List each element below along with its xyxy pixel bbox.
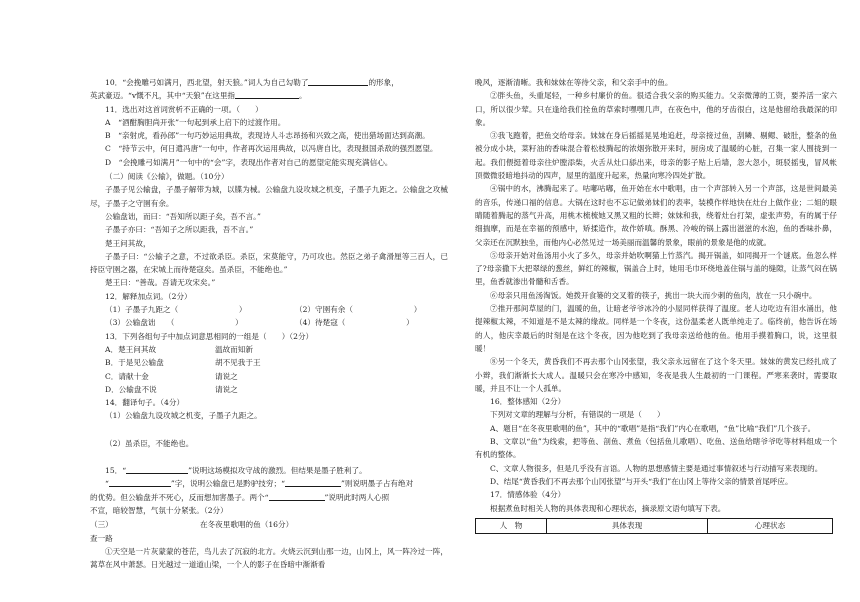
q12-stem: 12．解释加点词。（2分） (105, 291, 192, 301)
q14-answer-space-1[interactable] (90, 423, 448, 437)
section2-para-4: 楚王问其故， (105, 238, 151, 248)
q13-option-a: A．楚王问其故 温故而知新 (105, 344, 253, 354)
story-para-2: ②胖头鱼，头重尾轻，一种乡村廉价的鱼。很适合我父亲的购买能力。父亲微薄的工资，要养活一家六口，所以很少荤。只在逢给我们拴鱼的草索时嘿嘿几声，在夜色中，他的牙齿很白，这是他留给我最深的印象。 (475, 91, 837, 127)
q15-line4: 不宣，暗较智慧，气氛十分紧张。（2分） (90, 505, 228, 515)
story-para-6: ⑥母亲只用鱼汤淘饭。她拨开食篓的交叉着的筷子，挑出一块大而少刺的鱼肉，放在一只小碗中。 (490, 290, 817, 300)
q12-item-3[interactable]: （3）公输盘诎 （ ） (105, 318, 243, 328)
section3-title: 在冬夜里歌唱的鱼（16分） (200, 520, 294, 530)
q13-option-c: C．请献十金 请说之 (105, 371, 238, 381)
q12-item-1[interactable]: （1）子墨子九距之（ ） (105, 305, 247, 315)
story-para-1-cont: 晚风，逐渐清晰。我和妹妹在等待父亲，和父亲手中的鱼。 (475, 78, 673, 87)
q17-intro: 根据煮鱼时相关人物的具体表现和心理状态，摘录原文语句填写下表。 (490, 503, 726, 513)
q16-option-a: A、题目“在冬夜里歌唱的鱼”，其中的“歌唱”是指“我们”内心在歌唱，“鱼”比喻“我们”几个孩子。 (490, 423, 816, 433)
q11-stem: 11．选出对这首词赏析不正确的一项。（ ） (105, 104, 263, 114)
section3-label: （三） (90, 520, 113, 530)
q17-stem: 17．情感体验（4分） (490, 490, 566, 500)
story-para-1: ①天空是一片灰蒙蒙的苍茫，鸟儿去了沉寂的北方。火烧云沉到山那一边，山冈上，风一阵冷过一阵，蒿草在风中萧瑟。日光越过一道道山梁，一个人的影子在昏暗中渐渐看 (90, 546, 448, 570)
q16-option-b: B、文章以“鱼”为线索，把等鱼、剖鱼、煮鱼（包括鱼儿歌唱）、吃鱼、送鱼给瞎爷爷吃等材料组成一个有机的整体。 (475, 437, 837, 460)
q16-intro: 下列对文章的理解与分析，有错误的一项是（ ） (490, 410, 665, 420)
story-para-7: ⑦推开那间草屋的门，温暖的鱼，让暗老爷爷冰冷的小屋同样获得了温度。老人边吃边有泪水涌出，他提辣椒太辣，不知道是不是太辣的缘故。同样是一个冬夜，这份温柔老人既单纯走了。临终前，他告诉在场的人，他庆幸最后的时刻是在这个冬夜，因为他吃到了我母亲送给他的鱼。他用手摸着胸口，说，这里很暖！ (475, 304, 837, 353)
section2-para-2: 公输盘诎，而曰：“吾知所以距子矣，吾不言。” (105, 211, 261, 221)
q12-item-4[interactable]: （4）待楚寇（ ） (295, 318, 414, 328)
q14-sentence-1: （1）公输盘九设攻城之机变，子墨子九距之。 (105, 411, 262, 421)
q11-option-b: B “亲射虎，看孙郎”一句巧妙运用典故，表现诗人斗志昂扬和兴致之高，使出猎场面达到高潮。 (105, 131, 430, 141)
q12-row-2 (90, 316, 448, 329)
q17-table-header (476, 518, 833, 533)
q17-header-person: 人 物 (476, 518, 547, 533)
q12-item-2[interactable]: （2）守圉有余（ ） (295, 305, 422, 315)
section2-para-3: 子墨子亦曰：“吾知子之所以距我，吾不言。” (105, 225, 254, 235)
q11-option-a: A “酒酣胸胆尚开张”一句起到承上启下的过渡作用。 (105, 117, 286, 127)
section2-para-5: 子墨子曰：“公输子之意，不过欲杀臣。杀臣，宋莫能守，乃可攻也。然臣之弟子禽滑厘等三百人，已持臣守圉之器，在宋城上而待楚寇矣。虽杀臣，不能绝也。” (90, 251, 448, 275)
q14-sentence-2: （2）虽杀臣，不能绝也。 (105, 438, 194, 448)
q10-blank-2[interactable] (235, 89, 299, 99)
q11-option-c: C “持节云中，何日遣冯唐”一句中，作者再次运用典故，以冯唐自比，表现报国杀敌的强烈愿望。 (105, 144, 438, 154)
section3-heading (90, 518, 448, 531)
q15-line3: 的优势。但公输盘并不死心，反而想加害墨子。两个“ ”说明此时两人心照 (90, 492, 390, 502)
q17-table (475, 518, 833, 534)
q16-stem: 16．整体感知（2分） (490, 397, 566, 407)
q15-blank-2[interactable] (109, 477, 171, 487)
q14-answer-space-2[interactable] (90, 450, 448, 464)
q15-blank-1[interactable] (126, 464, 188, 474)
q17-header-behavior: 具体表现 (547, 518, 708, 533)
story-para-3: ③我飞跑着，把鱼交给母亲。妹妹在身后摇摇晃晃地追赶，母亲接过鱼，刮鳞、剔鳃、破肚，整条的鱼被分成小块，菜籽油的香味混合着松枝腾起的浓烟弥散开来时，厨房成了温暖的心脏，召集一家人围拢到一起。我们偎挺着母亲往炉膛添柴，火舌从灶口舔出来，母亲的影子贴上后墙，忽大忽小，斑驳摇曳，冒风帐顶微微驳暗地抖动的四声，屋里的温度升起来，热量向寒冷四处扩散。 (475, 131, 837, 181)
q13-stem: 13．下列各组句子中加点词意思相同的一组是（ ）（2分） (105, 331, 314, 341)
q16-option-c: C、文章人物很多，但是几乎没有言语。人物的思想感情主要是通过事情叙述与行动描写来表现的。 (490, 463, 823, 473)
q15-blank-3[interactable] (285, 477, 341, 487)
story-para-4: ④锅中的水，沸腾起来了。咕嘟咕嘟，鱼开始在水中歌唱，由一个声部转入另一个声部，这是世间最美的音乐，传递口福的信息。大锅在这时也不忘记做弟妹们的表率，装模作样地快在灶台上做作业；二姐的眼睛随着腾起的蒸气升高，用桃木梳梳她又黑又粗的长辫；妹妹和我，绕着灶台打架，虚张声势，有的属于仔细揣摩，而是在幸福的预感中，矫揉造作，故作娇嗔。酥黑、冷峻的锅上露出滋滋的水泡，鱼的香味扑鼻，父亲还在沉默独坐，而他内心必然见过一场美丽而温馨的景象，眼前的景象是他的成就。 (475, 184, 837, 247)
q10-line1: 10．“会挽雕弓如满月，西北望，射天狼。”词人为自己勾勒了 的形象， (105, 78, 399, 87)
q16-option-d: D、结尾“黄昏我们不再去那个山冈张望”与开头“我们”在山冈上等待父亲的情景首尾呼应。 (490, 476, 793, 486)
section2-para-1: 子墨子见公输盘，子墨子解带为城，以牒为械。公输盘九设攻城之机变，子墨子九距之。公输盘之攻械尽，子墨子之守圉有余。 (90, 185, 448, 208)
q12-row-1 (90, 303, 448, 316)
story-para-5: ⑤母亲开始对鱼汤用小火了多久，母亲并始吹啊猫上竹蒸汽。揭开锅盖，如同揭开一个谜底。鱼忽么样了?母亲撒下大把翠绿的葱丝，鲜红的辣椒，锅盖合上时，她用毛巾环绕地盖住锅与盖的缝隙，让蒸气闷在锅里，鱼香就渗出骨髓和舌香。 (475, 250, 837, 287)
left-column (90, 76, 448, 571)
q11-option-d: D “会挽雕弓如满月”一句中的“会”字，表现出作者对自己的愿望定能实现充满信心。 (105, 157, 393, 167)
q13-option-d: D．公输盘不说 请说之 (105, 384, 238, 394)
q10-line2: 英武豪迈。“v慨不凡，其中“天狼”在这里指 。 (90, 91, 307, 101)
story-para-8: ⑧另一个冬天，黄昏我们不再去那个山冈张望，我父亲永远留在了这个冬天里。妹妹的黄发已经扎成了小辫，我们渐渐长大成人。温暖只会在寒冷中感知，冬夜是我人生最初的一门课程。严寒来袭时，需要取暖，并且不让一个人孤单。 (475, 357, 837, 393)
section2-title: （二）阅读《公输》，做题。（10分） (105, 172, 229, 182)
right-column (475, 76, 837, 534)
q15-line2: “ ”字，说明公输盘已是黔驴技穷；“ ”则说明墨子占有绝对 (105, 479, 414, 489)
q15-blank-4[interactable] (269, 491, 325, 501)
q10-blank-1[interactable] (308, 76, 368, 86)
section3-author: 查一路 (90, 533, 113, 543)
q14-stem: 14．翻译句子。（4分） (105, 398, 185, 408)
section2-para-6: 楚王曰：“善哉。吾请无攻宋矣。” (105, 278, 216, 288)
q17-header-mental-state: 心理状态 (708, 518, 833, 533)
q15-line1: 15．“ ”说明这场模拟攻守战的激烈。但结果是墨子胜利了。 (105, 466, 367, 476)
q13-option-b: B．于是见公输盘 胡不见我于王 (105, 358, 261, 368)
